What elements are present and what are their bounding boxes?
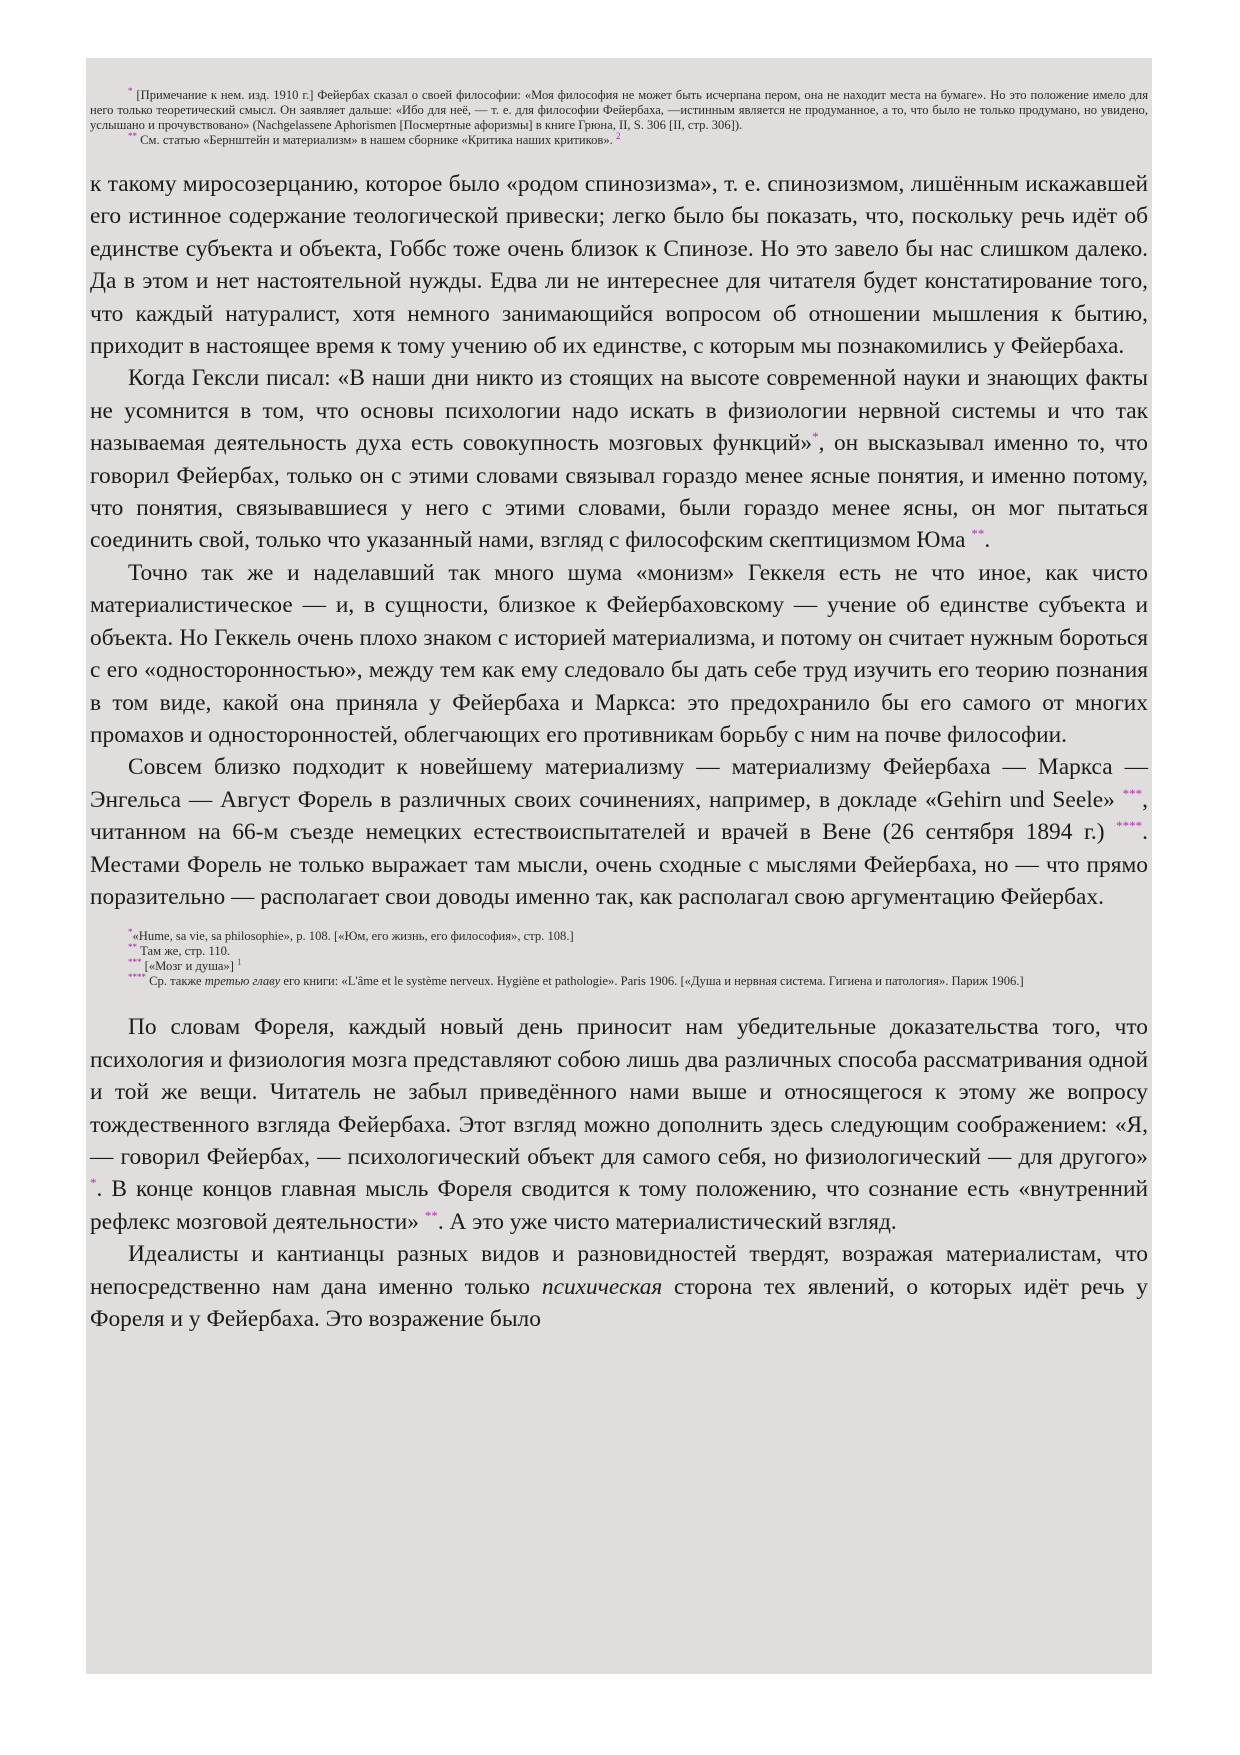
editor-note-link[interactable]: 1 [237,957,242,968]
footnote-marker[interactable]: **** [1116,818,1143,834]
paragraph-4: Совсем близко подходит к новейшему материализму — материализму Фейербаха — Маркса — Энгельса — Август Форель в различных своих сочинениях, например, в докладе «Gehirn und Seele» ***, читанном на 66-м съезде немецких естествоиспытателей и врачей в Вене (26 сентября 1894 г.) ****. Местами Форель не только выражает там мысли, очень сходные с мыслями Фейербаха, но — что прямо поразительно — располагает свои доводы именно так, как располагал свою аргументацию Фейербах. [90,754,1148,910]
top-footnotes [86,58,1152,148]
footnote-text: [Примечание к нем. изд. 1910 г.] Фейербах сказал о своей философии: «Моя философия не может быть исчерпана пером, она не находит места на бумаге». Но это положение имело для него только теоретический смысл. Он заявляет дальше: «Ибо для неё, — т. е. для философии Фейербаха, —истинным является не продуманное, а то, что было не только продумано, но увидено, услышано и прочувствовано» (Nachgelassene Aphorismen [Посмертные афоризмы] в книге Грюна, II, S. 306 [II, стр. 306]). [90,88,1148,132]
footnote-4 [90,944,1148,959]
footnote-2 [90,130,1148,148]
paragraph-6: Идеалисты и кантианцы разных видов и разновидностей твердят, возражая материалистам, что непосредственно нам дана именно только психическая сторона тех явлений, о которых идёт речь у Фореля и у Фейербаха. Это возражение было [90,1241,1148,1332]
mid-footnotes [86,913,1152,989]
footnote-text: Там же, стр. 110. [140,944,231,959]
footnote-marker[interactable]: * [812,429,819,445]
paragraph-2: Когда Гексли писал: «В наши дни никто из стоящих на высоте современной науки и знающих факты не усомнится в том, что основы психологии надо искать в физиологии нервной системы и что так называемая деятельность духа есть совокупность мозговых функций»*, он высказывал именно то, что говорил Фейербах, только он с этими словами связывал гораздо менее ясные понятия, и именно потому, что понятия, связывавшиеся у него с этими словами, были гораздо менее ясны, он мог пытаться соединить свой, только что указанный нами, взгляд с философским скептицизмом Юма **. [90,365,1148,554]
footnote-3 [90,929,1148,944]
footnote-text: [«Мозг и душа»] [144,959,234,974]
footnote-5 [90,959,1148,974]
footnote-1 [90,85,1148,133]
footnote-marker[interactable]: ** [128,130,137,141]
footnote-marker[interactable]: * [128,927,133,938]
footnote-marker[interactable]: **** [128,972,146,983]
paragraph-1: к такому миросозерцанию, которое было «родом спинозизма», т. е. спинозизмом, лишённым искажавшей его истинное содержание теологической привески; легко было бы показать, что, поскольку речь идёт об единстве субъекта и объекта, Гоббс тоже очень близок к Спинозе. Но это завело бы нас слишком далеко. Да в этом и нет настоятельной нужды. Едва ли не интереснее для читателя будет констатирование того, что каждый натуралист, хотя немного занимающийся вопросом об отношении мышления к бытию, приходит в настоящее время к тому учению об их единстве, с которым мы познакомились у Фейербаха. [90,171,1148,360]
paragraph-3: Точно так же и наделавший так много шума «монизм» Геккеля есть не что иное, как чисто материалистическое — и, в сущности, близкое к Фейербаховскому — учение об единстве субъекта и объекта. Но Геккель очень плохо знаком с историей материализма, и потому он считает нужным бороться с его «односторонностью», между тем как ему следовало бы дать себе труд изучить его теорию познания в том виде, какой она приняла у Фейербаха и Маркса: это предохранило бы его самого от многих промахов и односторонностей, облегчающих его противникам борьбу с ним на почве философии. [90,559,1148,748]
footnote-marker[interactable]: ** [128,942,137,953]
footnote-6: **** Ср. также третью главу его книги: «L'âme et le système nerveux. Hygiène et pathologie». Paris 1906. [«Душа и нервная система. Гигиена и патология». Париж 1906.] [128,972,1024,989]
page-content [86,58,1152,1335]
editor-note-link[interactable]: 2 [615,130,621,141]
emphasis: третью главу [204,974,281,989]
footnote-text: См. статью «Бернштейн и материализм» в нашем сборнике «Критика наших критиков». [140,133,613,147]
main-text [86,148,1152,913]
document-page [86,58,1152,1674]
footnote-marker[interactable]: *** [1122,785,1143,801]
main-text-continued [86,989,1152,1335]
footnote-text: «Hume, sa vie, sa philosophie», p. 108. [«Юм, его жизнь, его философия», стр. 108.] [132,929,574,944]
paragraph-5: По словам Фореля, каждый новый день приносит нам убедительные доказательства того, что психология и физиология мозга представляют собою лишь два различных способа рассматривания одной и той же вещи. Читатель не забыл приведённого нами выше и относящегося к этому же вопросу тождественного взгляда Фейербаха. Этот взгляд можно дополнить здесь следующим соображением: «Я, — говорил Фейербах, — психологический объект для самого себя, но физиологический — для другого» *. В конце концов главная мысль Фореля сводится к тому положению, что сознание есть «внутренний рефлекс мозговой деятельности» **. А это уже чисто материалистический взгляд. [90,1014,1148,1235]
footnote-marker[interactable]: ** [971,526,985,542]
footnote-marker[interactable]: ** [424,1207,438,1223]
footnote-marker[interactable]: * [90,1175,97,1191]
footnote-marker[interactable]: * [128,85,133,96]
footnote-marker[interactable]: *** [128,957,142,968]
emphasis: психическая [541,1273,663,1300]
